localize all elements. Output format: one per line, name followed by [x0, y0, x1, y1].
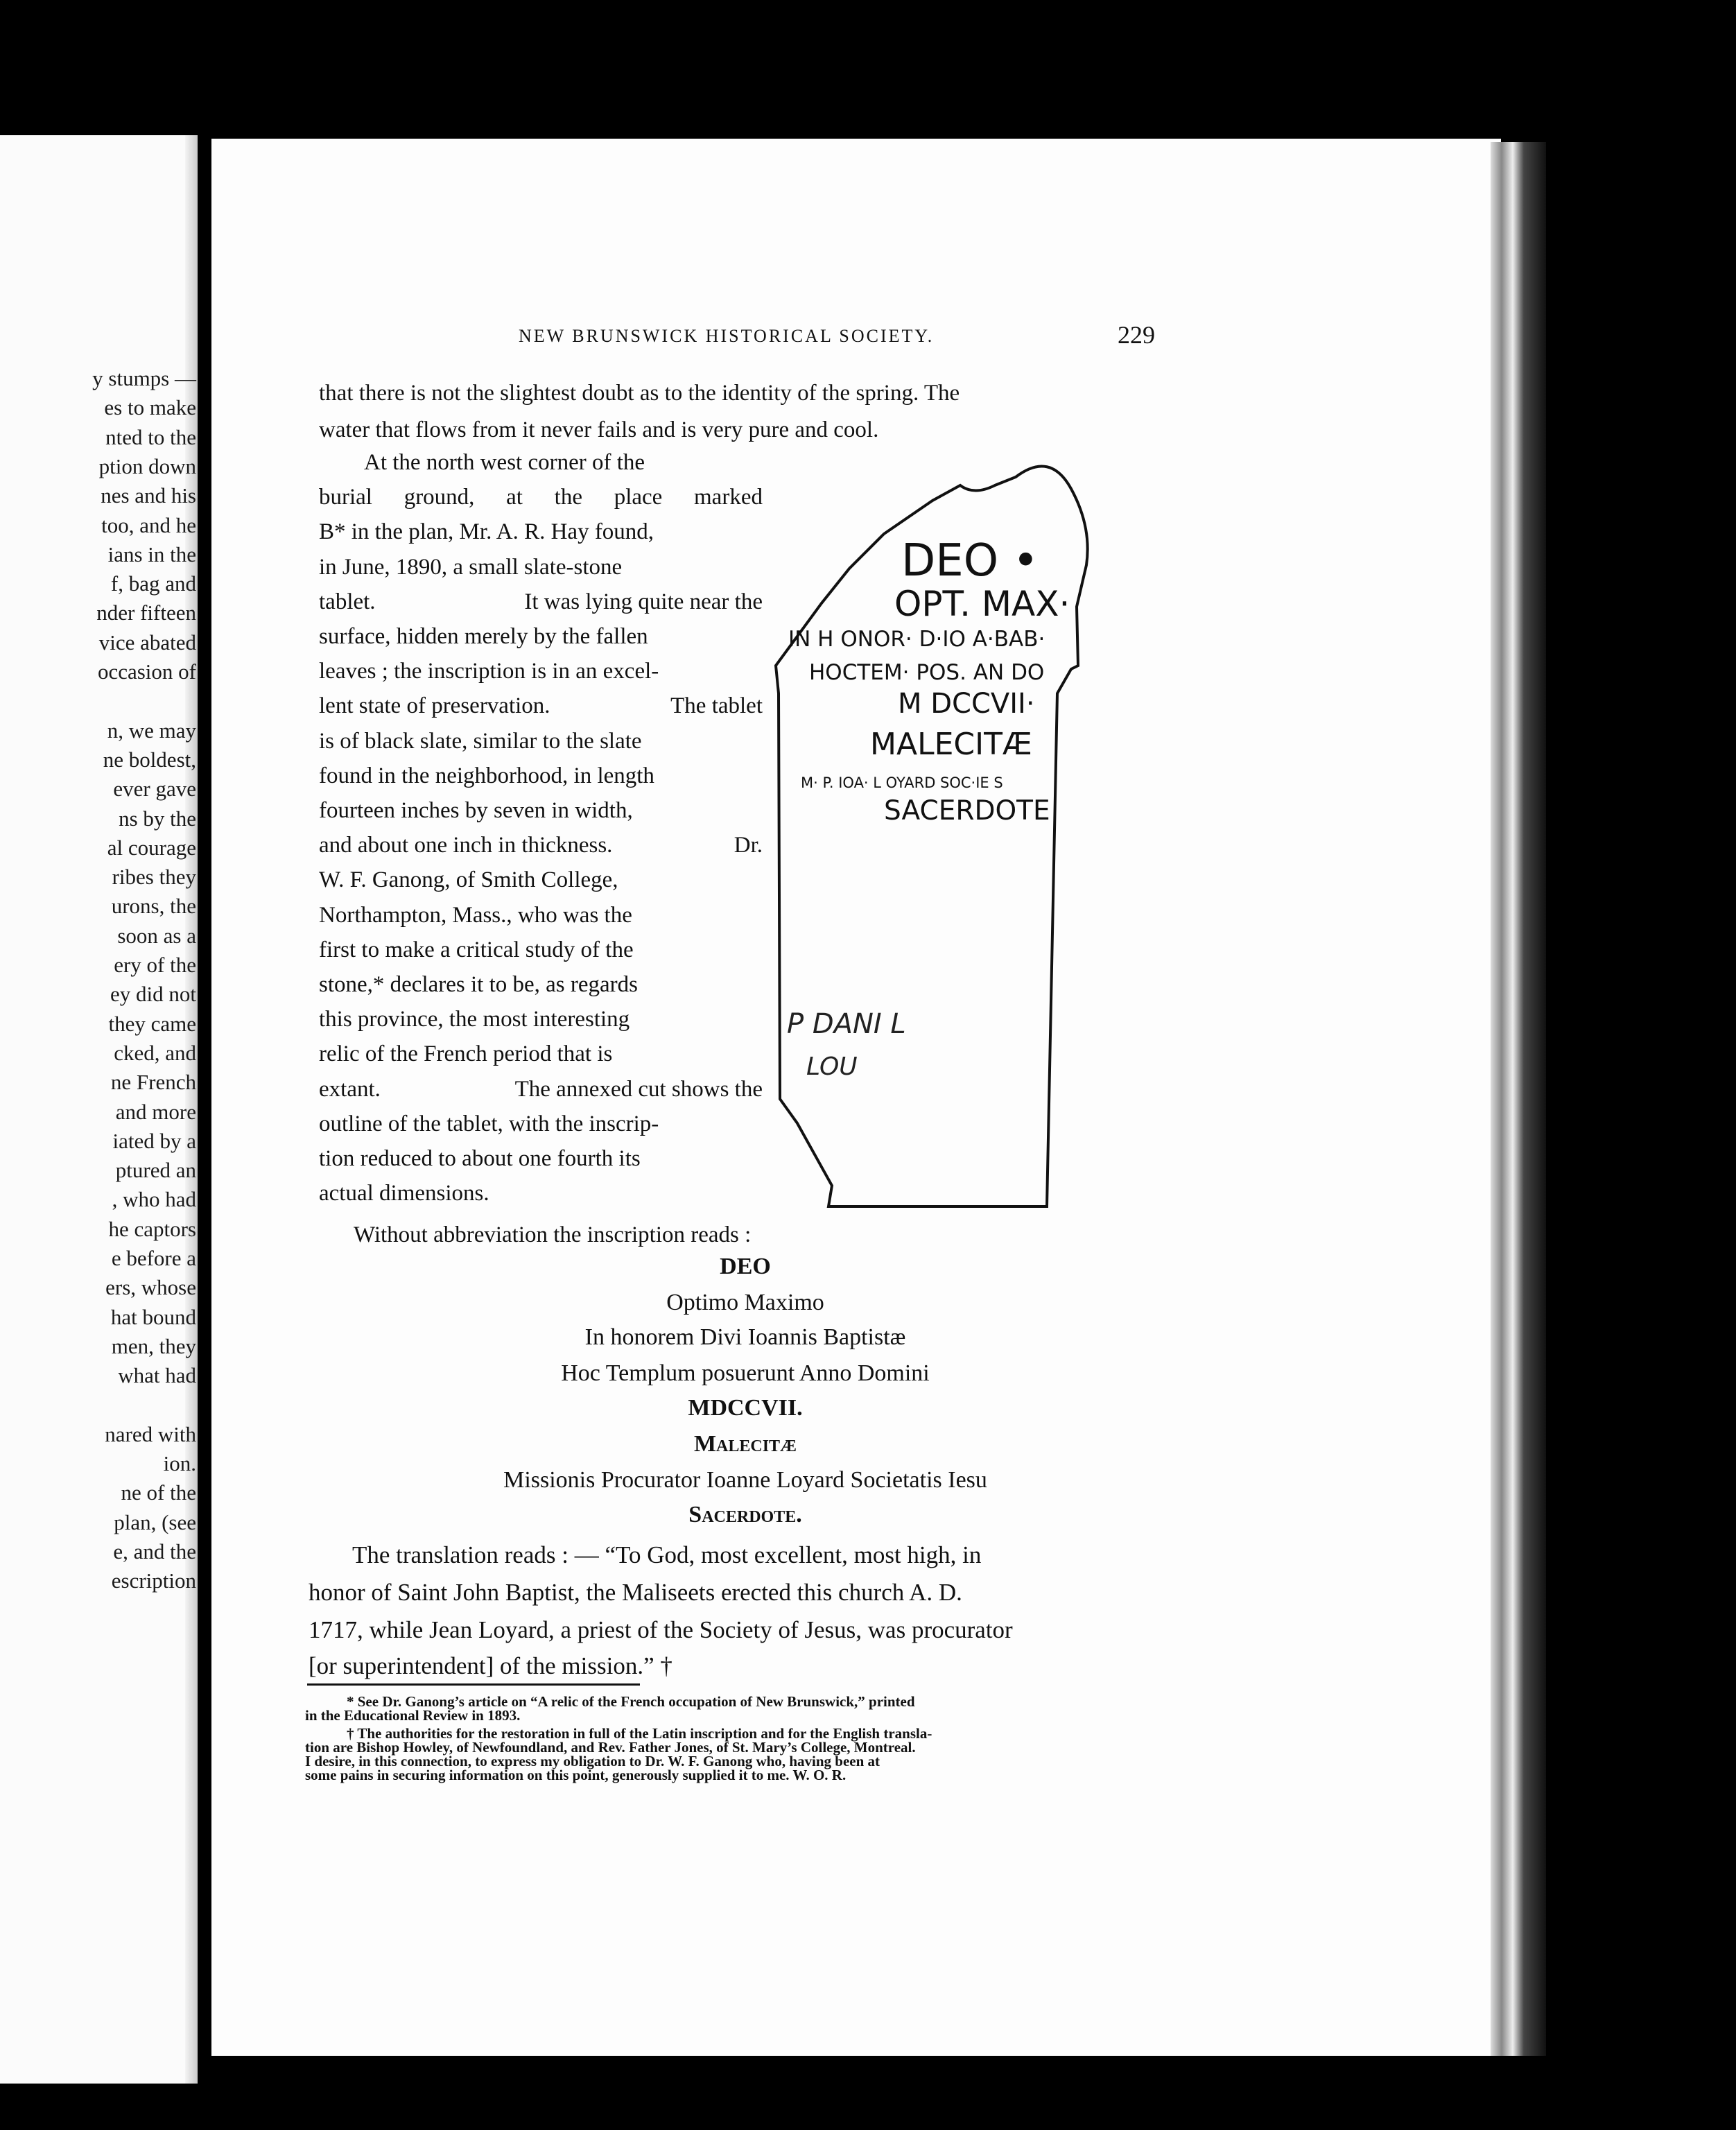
left-page-line: ribes they [112, 865, 196, 890]
page-edges [1491, 142, 1546, 2056]
translation-line: The translation reads : — “To God, most excellent, most high, in [352, 1541, 982, 1568]
inscription-line: Optimo Maximo [666, 1290, 824, 1315]
body-line [319, 759, 763, 793]
body-word: Dr. [734, 833, 763, 858]
left-page-line: what had [118, 1363, 196, 1388]
left-page-line: e, and the [113, 1539, 196, 1564]
left-page-line: cked, and [114, 1040, 196, 1065]
footnote-line: tion are Bishop Howley, of Newfoundland, and Rev. Father Jones, of St. Mary’s College, Montreal. [305, 1739, 916, 1756]
body-line [319, 480, 763, 514]
body-word: fourteen inches by seven in width, [319, 798, 633, 823]
inscription-line: Missionis Procurator Ioanne Loyard Societatis Iesu [503, 1467, 987, 1493]
inscription-line: In honorem Divi Ioannis Baptistæ [584, 1324, 906, 1350]
body-word: surface, hidden merely by the fallen [319, 624, 648, 649]
body-line [319, 550, 763, 585]
inscription-line: MDCCVII. [688, 1395, 803, 1421]
body-word: this province, the most interesting [319, 1007, 630, 1032]
body-word: marked [694, 485, 763, 510]
body-line [319, 1037, 763, 1071]
tablet-outline [766, 458, 1168, 1213]
footnote-line: in the Educational Review in 1893. [305, 1707, 521, 1724]
footnote-line: some pains in securing information on this point, generously supplied it to me. W. O. R. [305, 1767, 847, 1783]
left-page-line: n, we may [107, 718, 196, 743]
left-page-line: ption down [98, 453, 196, 478]
left-page-line: ers, whose [105, 1275, 196, 1300]
left-page-line: vice abated [98, 630, 196, 655]
body-line [319, 898, 763, 933]
body-word: W. F. Ganong, of Smith College, [319, 867, 618, 893]
body-line [319, 933, 763, 967]
body-line [319, 1176, 763, 1211]
body-word: in June, 1890, a small slate-stone [319, 554, 623, 580]
left-page-line: nes and his [101, 483, 196, 508]
translation-line: 1717, while Jean Loyard, a priest of the Society of Jesus, was procurator [309, 1616, 1013, 1643]
body-word: It was lying quite near the [524, 589, 763, 614]
body-word: and about one inch in thickness. [319, 833, 613, 858]
translation-line: [or superintendent] of the mission.” † [309, 1652, 672, 1679]
body-line: Without abbreviation the inscription reads : [354, 1222, 752, 1247]
body-line [319, 967, 763, 1002]
left-page-line: , who had [112, 1187, 196, 1212]
footnote-line: * See Dr. Ganong’s article on “A relic of the French occupation of New Brunswick,” printed [347, 1693, 915, 1710]
left-page-line: ey did not [110, 982, 196, 1007]
body-line [319, 1002, 763, 1037]
body-word: leaves ; the inscription is in an excel- [319, 659, 659, 684]
tablet-line-3: IN H ONOR· D·IO A·BAB· [788, 627, 1045, 652]
left-page-line: and more [115, 1099, 196, 1124]
left-page-line: ne boldest, [103, 747, 196, 772]
left-page-line: he captors [108, 1216, 196, 1241]
body-word: relic of the French period that is [319, 1041, 613, 1067]
tablet-illustration [766, 458, 1168, 1213]
left-page-line: soon as a [117, 923, 196, 948]
left-page-line: ever gave [113, 777, 196, 802]
body-word: tablet. [319, 589, 376, 614]
footnote-line: I desire, in this connection, to express my obligation to Dr. W. F. Ganong who, having been at [305, 1753, 880, 1769]
body-word: ground, [403, 485, 475, 510]
body-line [319, 514, 763, 549]
tablet-handwriting-1: P DANI L [787, 1008, 906, 1040]
body-line [319, 654, 763, 689]
tablet-line-4: HOCTEM· POS. AN DO [809, 660, 1045, 685]
body-line: water that flows from it never fails and is very pure and cool. [319, 417, 879, 442]
body-line [364, 445, 763, 480]
body-word: the [554, 485, 582, 510]
left-page-line: al courage [107, 835, 196, 860]
left-page-line: e before a [111, 1246, 196, 1270]
body-line [319, 724, 763, 759]
body-word: burial [319, 485, 372, 510]
body-line [319, 1141, 763, 1176]
left-page-line: iated by a [112, 1128, 196, 1153]
tablet-line-1: DEO • [901, 535, 1039, 587]
left-page-line: nared with [105, 1421, 196, 1446]
body-line [319, 828, 763, 863]
body-line [319, 1107, 763, 1141]
tablet-line-2: OPT. MAX· [894, 584, 1070, 624]
body-line [319, 863, 763, 897]
left-page-line: ion. [163, 1451, 196, 1476]
inscription-line: Hoc Templum posuerunt Anno Domini [561, 1360, 930, 1386]
footnote-line: † The authorities for the restoration in full of the Latin inscription and for the English transla- [347, 1725, 932, 1742]
left-page-line: ne French [110, 1070, 196, 1095]
body-word: The tablet [670, 693, 763, 719]
body-word: is of black slate, similar to the slate [319, 728, 642, 754]
body-word: stone,* declares it to be, as regards [319, 972, 639, 997]
inscription-line: Sacerdote. [688, 1502, 802, 1527]
footnote-rule [307, 1683, 640, 1686]
body-line: that there is not the slightest doubt as to the identity of the spring. The [319, 381, 960, 406]
running-head: NEW BRUNSWICK HISTORICAL SOCIETY. [519, 326, 935, 346]
left-page-line: ians in the [107, 542, 196, 566]
body-word: outline of the tablet, with the inscrip- [319, 1111, 659, 1136]
body-line [319, 1072, 763, 1107]
body-word: first to make a critical study of the [319, 937, 634, 962]
body-line [319, 689, 763, 723]
tablet-line-6: MALECITÆ [870, 727, 1032, 762]
left-facing-page [0, 135, 198, 2084]
left-page-line: ptured an [115, 1158, 196, 1183]
translation-line: honor of Saint John Baptist, the Maliseets erected this church A. D. [309, 1579, 962, 1606]
left-page-line: they came [108, 1011, 196, 1036]
tablet-handwriting-2: LOU [806, 1053, 858, 1081]
left-page-line: ns by the [119, 806, 196, 831]
body-word: found in the neighborhood, in length [319, 763, 654, 788]
body-word: at [506, 485, 523, 510]
left-page-line: urons, the [111, 894, 196, 919]
inscription-line: Malecitæ [693, 1431, 797, 1457]
body-line [319, 793, 763, 828]
left-page-line: ery of the [114, 953, 196, 977]
left-page-line: y stumps — [92, 366, 196, 390]
left-page-line: f, bag and [110, 571, 196, 596]
left-page-line: too, and he [101, 512, 196, 537]
body-word: Northampton, Mass., who was the [319, 902, 632, 928]
body-word: tion reduced to about one fourth its [319, 1146, 641, 1171]
body-line [319, 585, 763, 619]
left-page-line: ne of the [121, 1480, 196, 1505]
left-page-line: es to make [104, 395, 196, 420]
body-word: place [614, 485, 663, 510]
body-word: lent state of preservation. [319, 693, 550, 719]
left-page-line: men, they [111, 1333, 196, 1358]
body-word: extant. [319, 1076, 381, 1102]
tablet-line-7: M· P. IOA· L OYARD SOC·IE S [801, 774, 1003, 791]
tablet-line-5: M DCCVII· [898, 688, 1035, 720]
inscription-line: DEO [720, 1254, 771, 1279]
body-word: The annexed cut shows the [514, 1076, 763, 1102]
tablet-line-8: SACERDOTE [884, 795, 1050, 826]
left-page-line: nted to the [105, 424, 196, 449]
left-page-line: occasion of [97, 659, 196, 684]
left-page-line: hat bound [110, 1304, 196, 1329]
page-number: 229 [1118, 321, 1155, 349]
body-word: actual dimensions. [319, 1181, 489, 1206]
left-page-line: plan, (see [114, 1509, 196, 1534]
body-line [319, 619, 763, 654]
left-page-line: nder fifteen [96, 600, 196, 625]
left-page-line: escription [111, 1568, 196, 1593]
body-word: At the north west corner of the [364, 450, 645, 475]
body-word: B* in the plan, Mr. A. R. Hay found, [319, 519, 654, 545]
